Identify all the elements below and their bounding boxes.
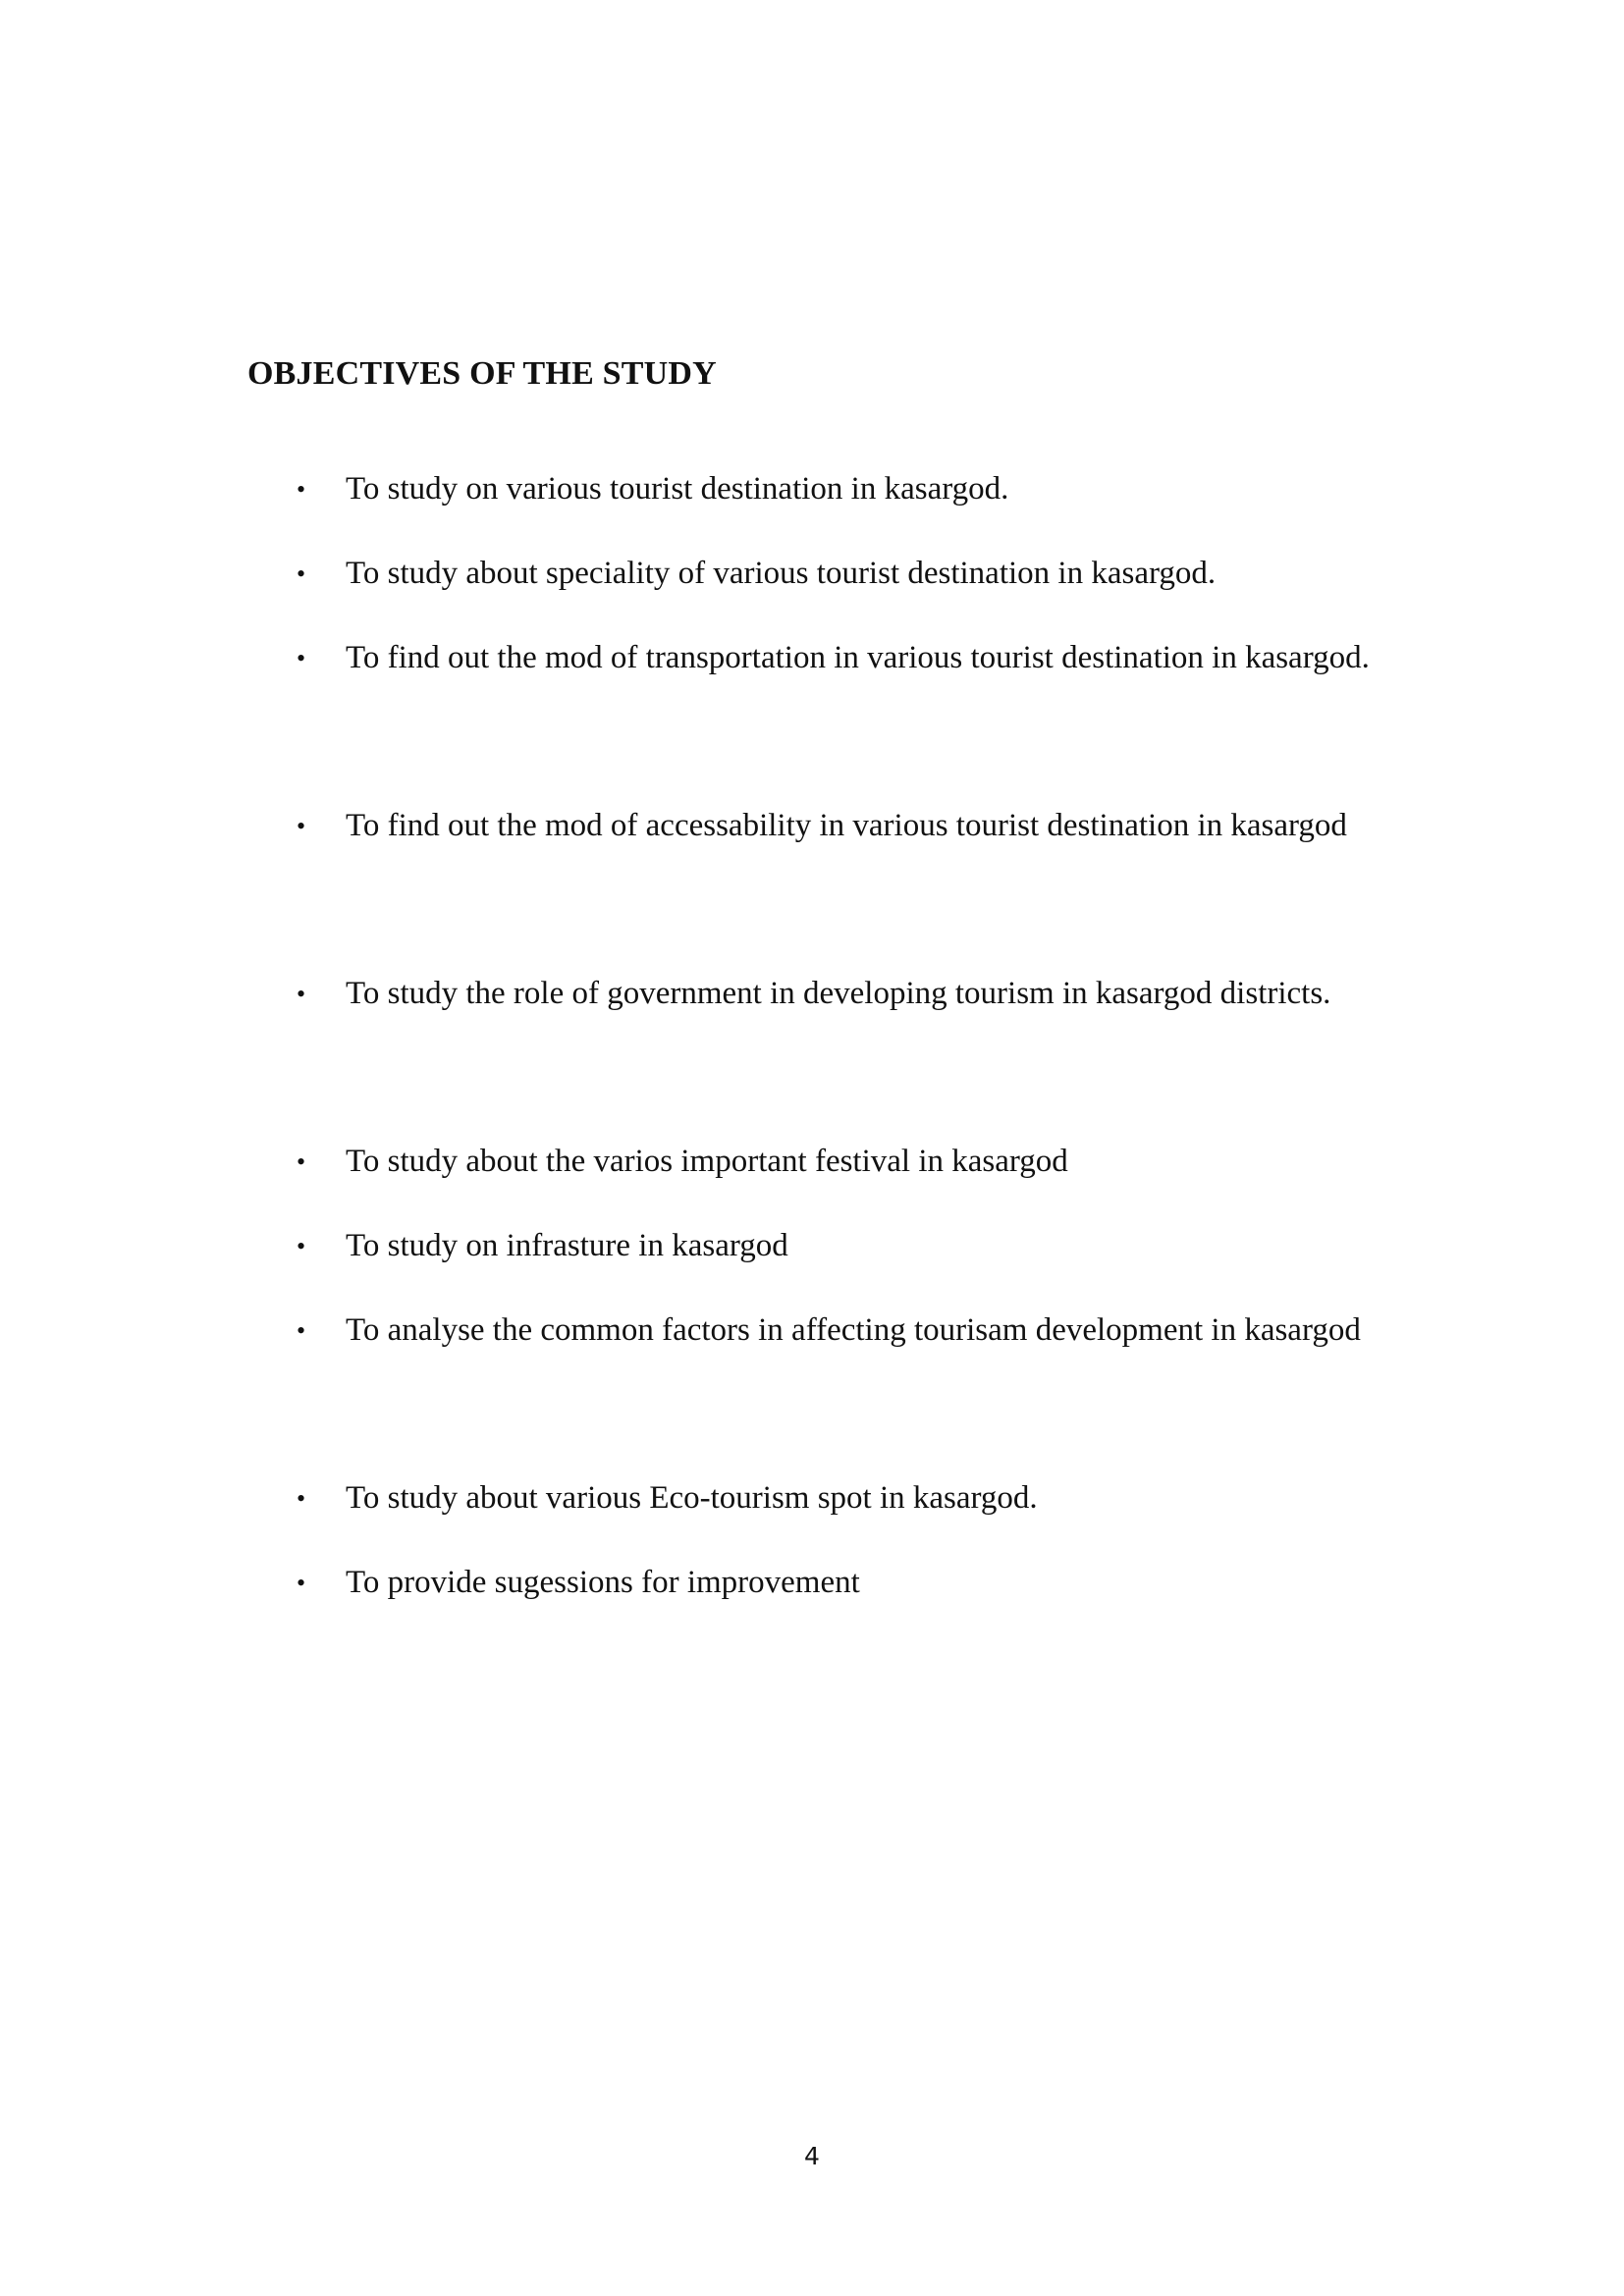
objective-text: To study on infrasture in kasargod [346, 1228, 788, 1263]
objective-text: To study the role of government in developing tourism in kasargod districts. [346, 976, 1331, 1011]
page-number: 4 [804, 2142, 820, 2170]
objective-text: To provide sugessions for improvement [346, 1565, 860, 1600]
objective-item [297, 616, 1386, 700]
bullet-icon: • [297, 560, 306, 588]
objective-item [297, 1204, 1386, 1288]
bullet-icon: • [297, 1316, 306, 1345]
objective-item [297, 784, 1386, 868]
objective-text: To study about the varios important festival in kasargod [346, 1144, 1068, 1179]
objective-item [297, 532, 1386, 615]
bullet-icon: • [297, 812, 306, 840]
objective-text: To study about various Eco-tourism spot in kasargod. [346, 1480, 1038, 1516]
objective-text: To find out the mod of accessability in various tourist destination in kasargod [346, 808, 1347, 843]
objective-item [297, 952, 1386, 1036]
objective-text: To study about speciality of various tourist destination in kasargod. [346, 556, 1217, 591]
section-heading: OBJECTIVES OF THE STUDY [247, 355, 717, 392]
objective-text: To find out the mod of transportation in various tourist destination in kasargod. [346, 640, 1370, 675]
bullet-icon: • [297, 1484, 306, 1513]
bullet-icon: • [297, 980, 306, 1008]
bullet-icon: • [297, 644, 306, 672]
objective-text: To analyse the common factors in affecting tourisam development in kasargod [346, 1312, 1361, 1348]
bullet-icon: • [297, 1232, 306, 1260]
objective-item [297, 1541, 1386, 1625]
objective-item [297, 1289, 1386, 1372]
objective-item [297, 1457, 1386, 1540]
objective-text: To study on various tourist destination in kasargod. [346, 471, 1009, 507]
bullet-icon: • [297, 475, 306, 504]
bullet-icon: • [297, 1148, 306, 1176]
bullet-icon: • [297, 1569, 306, 1597]
objective-item [297, 448, 1386, 531]
objective-item [297, 1120, 1386, 1203]
